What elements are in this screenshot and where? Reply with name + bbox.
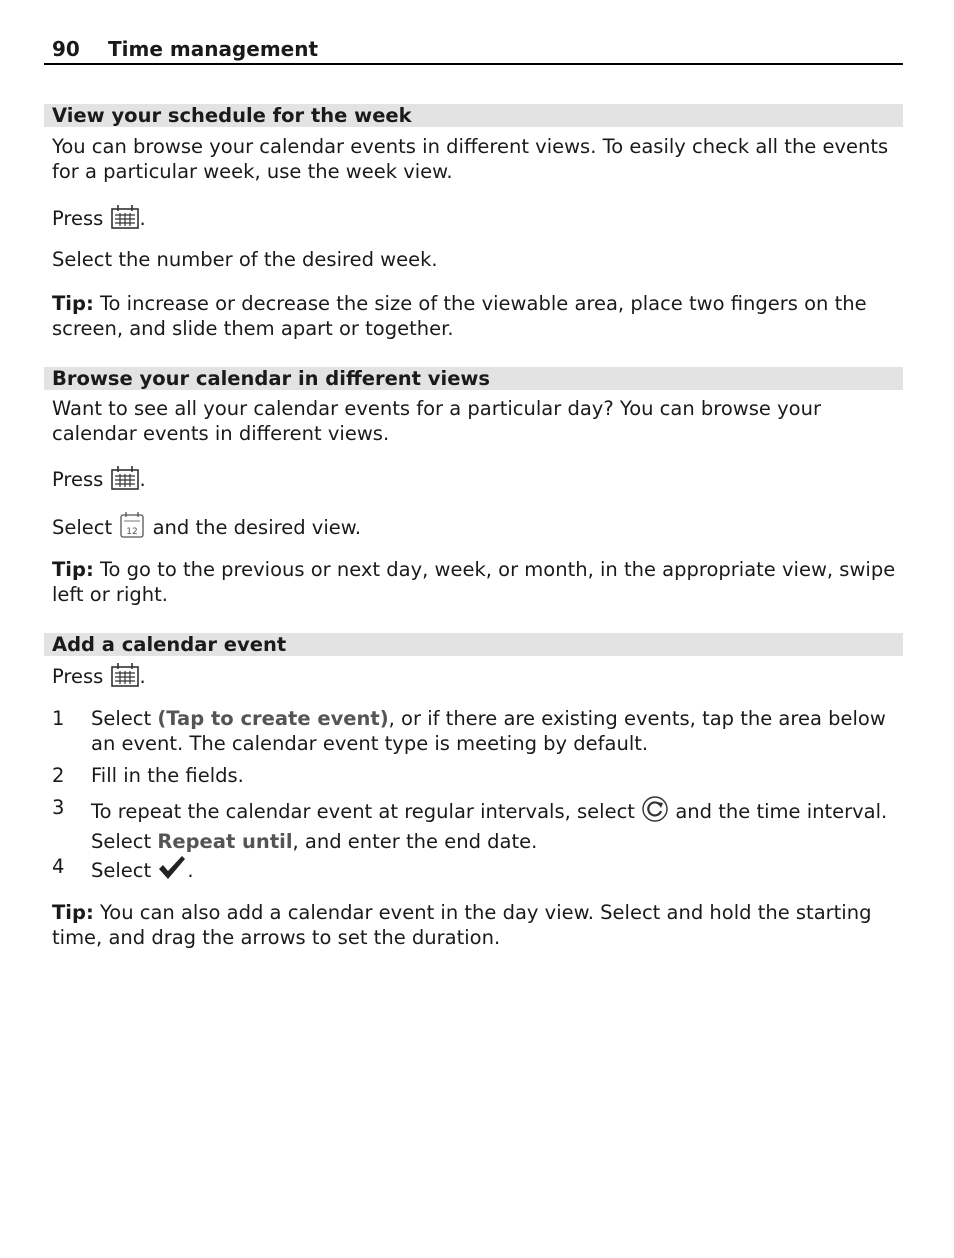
tip-text: You can also add a calendar event in the day view. Select and hold the starting time, and drag the arrows to set the duration.	[52, 901, 872, 949]
browse-intro: Want to see all your calendar events for a particular day? You can browse your calendar events in different views.	[52, 397, 821, 445]
week-press-instruction: Press .	[52, 204, 902, 236]
step-number: 2	[52, 764, 65, 787]
section-title-week: View your schedule for the week	[44, 104, 903, 127]
step-1-text	[91, 706, 901, 756]
calendar-view-icon	[118, 511, 146, 545]
browse-tip	[52, 557, 902, 607]
step-number: 1	[52, 707, 65, 730]
section-title-browse: Browse your calendar in different views	[44, 367, 903, 390]
browse-select-instruction	[52, 511, 902, 545]
calendar-grid-icon	[110, 662, 140, 694]
tip-label: Tip:	[52, 292, 94, 315]
press-label: Press	[52, 665, 104, 688]
tip-text: To go to the previous or next day, week, or month, in the appropriate view, swipe left or right.	[52, 558, 896, 606]
add-tip	[52, 900, 902, 950]
calendar-grid-icon	[110, 465, 140, 497]
svg-text:12: 12	[126, 527, 139, 537]
step-text-part: Select	[91, 859, 158, 882]
add-press-instruction: Press .	[52, 662, 902, 694]
select-label: Select	[52, 516, 113, 539]
calendar-grid-icon	[110, 204, 140, 236]
tip-label: Tip:	[52, 901, 94, 924]
select-rest: and the desired view.	[146, 516, 362, 539]
ui-term-repeat-until: Repeat until	[157, 830, 293, 853]
step-2-text: Fill in the fields.	[91, 764, 244, 787]
checkmark-icon	[157, 854, 187, 888]
ui-term-tap-to-create: (Tap to create event)	[157, 707, 389, 730]
page-number: 90	[52, 37, 80, 61]
step-4-text: Select .	[91, 854, 901, 888]
week-select-instruction: Select the number of the desired week.	[52, 248, 438, 271]
step-text-part: , or if there are existing events, tap the area below an event. The calendar event type is meeting by default.	[91, 707, 886, 755]
week-tip	[52, 291, 902, 341]
step-3-text	[91, 795, 901, 854]
press-label: Press	[52, 207, 104, 230]
step-text-part: Select	[91, 707, 158, 730]
step-text-part: and the time interval. Select	[91, 800, 888, 853]
step-text-part: , and enter the end date.	[292, 830, 538, 853]
page-header	[44, 36, 903, 65]
tip-text: To increase or decrease the size of the viewable area, place two fingers on the screen, and slide them apart or together.	[52, 292, 867, 340]
section-title-add: Add a calendar event	[44, 633, 903, 656]
chapter-title: Time management	[108, 37, 319, 61]
step-number: 4	[52, 855, 65, 878]
step-text-part: To repeat the calendar event at regular intervals, select	[91, 800, 642, 823]
browse-press-instruction: Press .	[52, 465, 902, 497]
week-intro: You can browse your calendar events in different views. To easily check all the events for a particular week, use the week view.	[52, 135, 889, 183]
step-number: 3	[52, 796, 65, 819]
press-label: Press	[52, 468, 104, 491]
repeat-icon	[641, 795, 669, 829]
tip-label: Tip:	[52, 558, 94, 581]
